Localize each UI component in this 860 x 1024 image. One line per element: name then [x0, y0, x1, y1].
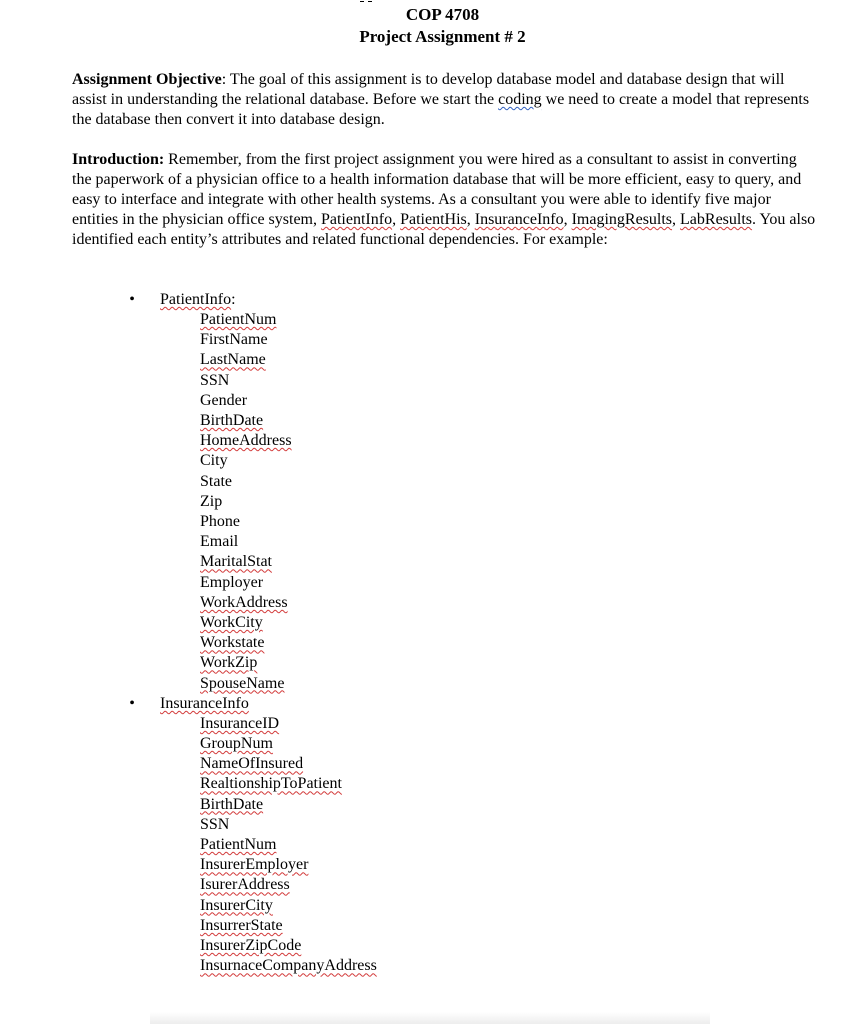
- attribute-item: InsurerCity: [200, 896, 273, 914]
- attribute-item: BirthDate: [200, 795, 264, 813]
- bullet-icon: •: [129, 291, 135, 308]
- attribute-item: PatientNum: [200, 311, 277, 328]
- attribute-item: HomeAddress: [200, 432, 292, 450]
- attribute-list: [200, 714, 860, 977]
- separator: ,: [672, 211, 681, 228]
- grammar-flagged-word: coding: [498, 91, 542, 108]
- objective-text-before: : The goal of this assignment is to develop database model and database design that will assist in understanding the relational database. Before we start the: [72, 71, 785, 108]
- bullet-icon: •: [129, 694, 135, 712]
- separator: ,: [466, 211, 475, 228]
- attribute-item: SpouseName: [200, 674, 285, 692]
- attribute-item: IsurerAddress: [200, 876, 290, 894]
- attribute-item: Phone: [200, 513, 240, 531]
- entity-name-patientinfo: PatientInfo: [320, 211, 393, 228]
- objective-label: Assignment Objective: [72, 71, 222, 88]
- attribute-item: Workstate: [200, 634, 265, 652]
- attribute-item: InsurerEmployer: [200, 856, 309, 874]
- introduction-paragraph: [72, 150, 817, 250]
- attribute-item: City: [200, 452, 228, 470]
- attribute-item: State: [200, 472, 232, 490]
- attribute-item: GroupNum: [200, 735, 273, 753]
- attribute-item: MaritalStat: [200, 553, 272, 571]
- attribute-item: Employer: [200, 573, 264, 591]
- separator: ,: [392, 211, 401, 228]
- attribute-item: InsurerZipCode: [200, 937, 302, 955]
- entity-heading: PatientInfo: [160, 291, 232, 308]
- attribute-item: PatientNum: [200, 836, 277, 854]
- entity-heading: InsuranceInfo: [160, 694, 249, 712]
- attribute-item: SSN: [200, 371, 230, 389]
- attribute-item: WorkAddress: [200, 593, 288, 611]
- introduction-text-end: . You also identified each entity’s attributes and related functional dependencies. For example:: [72, 211, 816, 248]
- objective-text-after: we need to create a model that represents the database then convert it into database design.: [72, 91, 810, 128]
- separator: ,: [563, 211, 572, 228]
- entity-name-labresults: LabResults: [680, 211, 753, 228]
- attribute-item: InsurrerState: [200, 916, 283, 934]
- attribute-item: Zip: [200, 492, 223, 510]
- attribute-item: LastName: [200, 351, 266, 369]
- entity-name-patienthis: PatientHis: [400, 211, 467, 228]
- introduction-label: Introduction:: [72, 151, 165, 168]
- attribute-item: WorkZip: [200, 654, 258, 672]
- entity-name-imagingresults: ImagingResults: [571, 211, 673, 228]
- attribute-item: NameOfInsured: [200, 755, 304, 773]
- entity-heading-suffix: :: [231, 291, 236, 308]
- attribute-item: RealtionshipToPatient: [200, 775, 342, 793]
- introduction-text: Remember, from the first project assignment you were hired as a consultant to assist in converting the paperwork of a physician office to a health information database that will be more efficient, easy to query, and easy to interface and integrate with other health systems. As a consultant you were able to identify five major entities in the physician office system,: [72, 151, 802, 228]
- entity-bullet-item: [129, 694, 860, 714]
- attribute-item: InsuranceID: [200, 714, 280, 732]
- attribute-item: BirthDate: [200, 412, 264, 430]
- attribute-item: WorkCity: [200, 614, 263, 632]
- entity-bullet-item: [129, 290, 860, 310]
- attribute-item: FirstName: [200, 331, 268, 349]
- entity-name-insuranceinfo: InsuranceInfo: [474, 211, 564, 228]
- attribute-item: Gender: [200, 391, 248, 409]
- attribute-item: Email: [200, 533, 239, 551]
- objective-paragraph: [72, 70, 817, 130]
- entity-bullet-list: [0, 290, 860, 977]
- page-bottom-edge: [150, 1012, 710, 1024]
- project-title: Project Assignment # 2: [359, 27, 526, 46]
- course-title: COP 4708: [405, 5, 480, 24]
- cropped-text-fragment: [360, 0, 400, 2]
- attribute-item: SSN: [200, 815, 230, 833]
- attribute-list: [200, 310, 860, 694]
- attribute-item: InsurnaceCompanyAddress: [200, 957, 377, 975]
